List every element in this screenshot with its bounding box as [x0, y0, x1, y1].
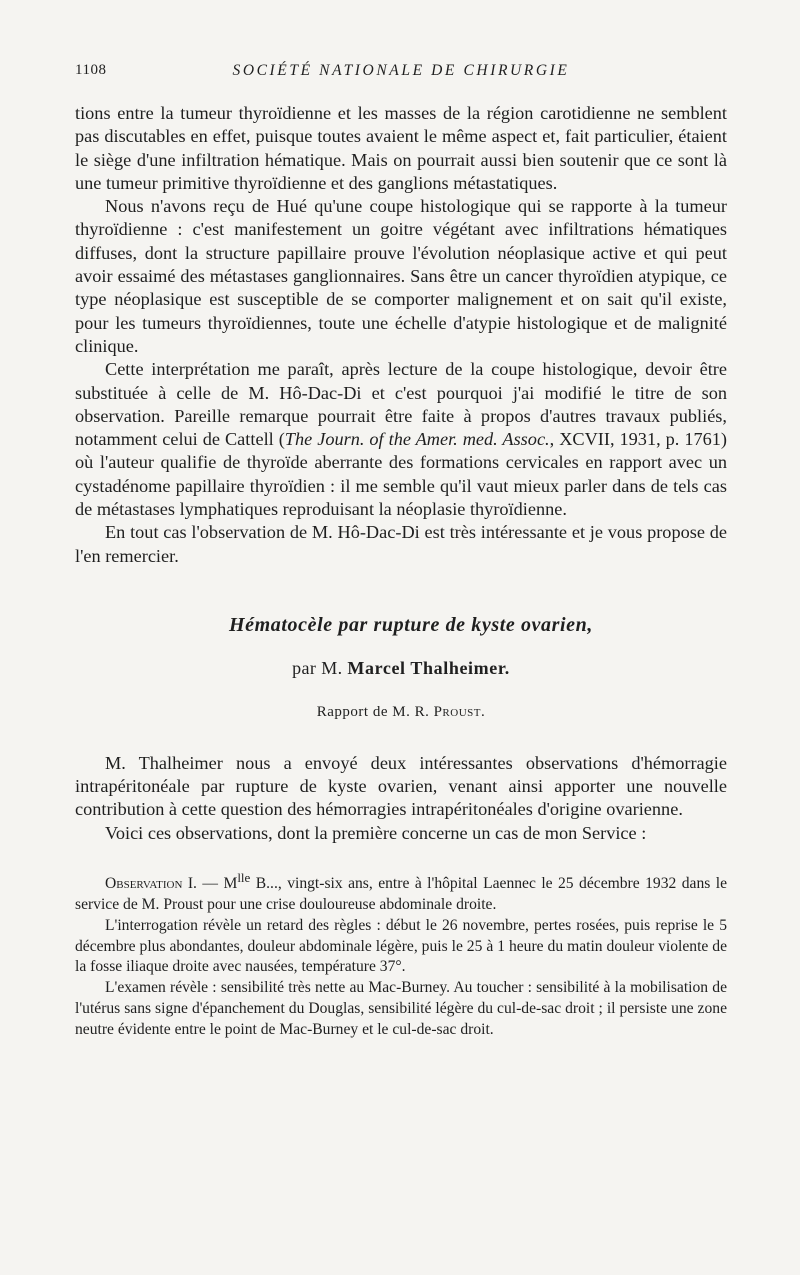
page-header: [75, 62, 727, 86]
paragraph-continued: tions entre la tumeur thyroïdienne et les masses de la région carotidienne ne semblent pas discutables en effet, puisque toutes avaient le même aspect et, fait particulier, étaient le siège d'une infiltration hématique. Mais on pourrait aussi bien soutenir que ce sont là une tumeur primitive thyroïdienne et des ganglions métastatiques.: [75, 103, 727, 193]
paragraph-histology: Nous n'avons reçu de Hué qu'une coupe histologique qui se rapporte à la tumeur thyroïdienne : c'est manifestement un goitre végétant avec infiltrations hématiques diffuses, dont la structure papillaire prouve l'évolution néoplasique active et qui peut avoir essaimé des métastases ganglionnaires. Sans être un cancer thyroïdien atypique, ce type néoplasique est susceptible de se comporter malignement et on sait qu'il existe, pour les tumeurs thyroïdiennes, toute une échelle d'atypie histologique et de malignité clinique.: [75, 196, 727, 356]
paragraph-interpretation: [75, 358, 727, 521]
observation-paragraph-3: L'examen révèle : sensibilité très nette au Mac-Burney. Au toucher : sensibilité à la mobilisation de l'utérus sans signe d'épanchement du Douglas, sensibilité légère du cul-de-sac droit ; il persiste une zone neutre évidente entre le point de Mac-Burney et le cul-de-sac droit.: [75, 979, 727, 1038]
article-byline: [75, 657, 727, 680]
page-number: 1108: [75, 62, 107, 78]
observation-block: [75, 868, 727, 1041]
report-prefix: Rapport de M. R.: [316, 703, 430, 720]
running-title: SOCIÉTÉ NATIONALE DE CHIRURGIE: [232, 62, 570, 79]
report-line: [75, 701, 727, 724]
author-name: Marcel Thalheimer.: [347, 658, 510, 679]
article-paragraph-intro: M. Thalheimer nous a envoyé deux intéressantes observations d'hémorragie intrapéritonéale par rupture de kyste ovarien, venant ainsi apporter une nouvelle contribution à cette question des hémorragies intrapéritonéales d'origine ovarienne.: [75, 752, 727, 820]
observation-mlle: M: [223, 875, 238, 893]
report-author: Proust.: [433, 703, 486, 720]
byline-prefix: par M.: [292, 658, 343, 679]
journal-citation: The Journ. of the Amer. med. Assoc.: [284, 429, 550, 450]
interpretation-text-b: , XCVII, 1931, p. 1761) où l'auteur qualifie de thyroïde aberrante des formations cervicales en rapport avec un cystadénome papillaire thyroïdien : il me semble qu'il vaut mieux parler dans de tels cas de métastases lymphatiques reproduisant la néoplasie thyroïdienne.: [75, 429, 727, 520]
interpretation-text-a: Cette interprétation me paraît, après lecture de la coupe histologique, devoir être substituée à celle de M. Hô-Dac-Di et c'est pourquoi j'ai modifié le titre de son observation. Pareille remarque pourrait être faite à propos d'autres travaux publiés, notamment celui de Cattell (: [75, 359, 727, 450]
observation-paragraph-1: [75, 868, 727, 916]
article-paragraph-observations: Voici ces observations, dont la première concerne un cas de mon Service :: [105, 822, 647, 843]
article-title: Hématocèle par rupture de kyste ovarien,: [229, 613, 593, 636]
observation-label: Observation I.: [105, 875, 197, 893]
observation-paragraph-2: L'interrogation révèle un retard des règles : début le 26 novembre, pertes rosées, puis reprise le 5 décembre plus abondantes, douleur abdominale légère, puis le 25 à 1 heure du matin douleur violente de la fosse iliaque droite avec nausées, température 37°.: [75, 916, 727, 976]
page-body: [75, 102, 727, 1041]
observation-mlle-sup: lle: [237, 870, 251, 886]
paragraph-conclusion: En tout cas l'observation de M. Hô-Dac-Di est très intéressante et je vous propose de l'en remercier.: [75, 522, 727, 566]
observation-dash: —: [196, 875, 224, 893]
observation-text: B..., vingt-six ans, entre à l'hôpital Laennec le 25 décembre 1932 dans le service de M. Proust pour une crise douloureuse abdominale droite.: [75, 875, 728, 913]
